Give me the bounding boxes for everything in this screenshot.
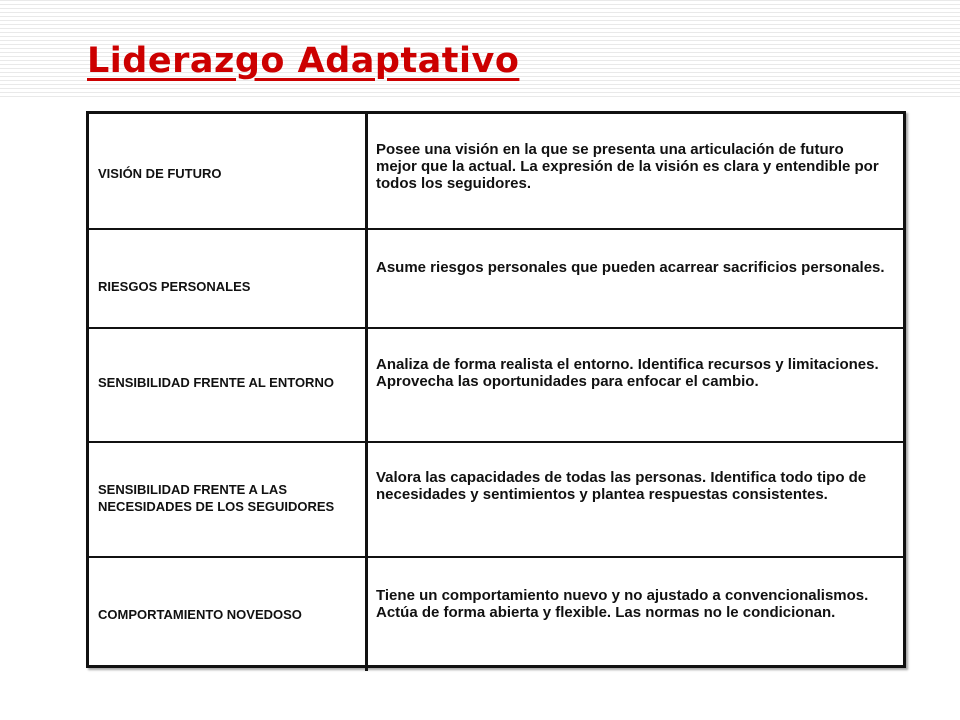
- description-cell: [367, 229, 904, 328]
- description-cell: [367, 442, 904, 557]
- attribute-cell: [89, 557, 367, 671]
- table-row: [89, 442, 903, 557]
- attribute-description: Analiza de forma realista el entorno. Identifica recursos y limitaciones. Aprovecha las oportunidades para enfocar el cambio.: [376, 356, 879, 390]
- description-cell: [367, 557, 904, 671]
- attribute-description: Posee una visión en la que se presenta una articulación de futuro mejor que la actual. La expresión de la visión es clara y entendible por todos los seguidores.: [376, 140, 879, 192]
- attribute-name: SENSIBILIDAD FRENTE AL ENTORNO: [98, 374, 334, 390]
- leadership-attributes-table: [86, 111, 906, 668]
- table-row: [89, 114, 903, 229]
- attribute-cell: [89, 328, 367, 442]
- attribute-description: Valora las capacidades de todas las personas. Identifica todo tipo de necesidades y sentimientos y plantea respuestas consistentes.: [376, 468, 867, 503]
- attribute-cell: [89, 442, 367, 557]
- table-row: [89, 229, 903, 328]
- table-row: [89, 557, 903, 671]
- attribute-cell: [89, 229, 367, 328]
- attribute-name: VISIÓN DE FUTURO: [98, 165, 222, 181]
- table-row: [89, 328, 903, 442]
- description-cell: [367, 114, 904, 229]
- attributes-grid: [89, 114, 903, 671]
- attribute-name: SENSIBILIDAD FRENTE A LAS NECESIDADES DE LOS SEGUIDORES: [98, 481, 335, 514]
- description-cell: [367, 328, 904, 442]
- slide-title: Liderazgo Adaptativo: [87, 41, 520, 81]
- attribute-cell: [89, 114, 367, 229]
- attribute-description: Tiene un comportamiento nuevo y no ajustado a convencionalismos. Actúa de forma abierta y flexible. Las normas no le condicionan.: [376, 586, 869, 621]
- attribute-name: RIESGOS PERSONALES: [98, 279, 251, 294]
- attribute-description: Asume riesgos personales que pueden acarrear sacrificios personales.: [376, 258, 885, 276]
- attribute-name: COMPORTAMIENTO NOVEDOSO: [98, 607, 302, 622]
